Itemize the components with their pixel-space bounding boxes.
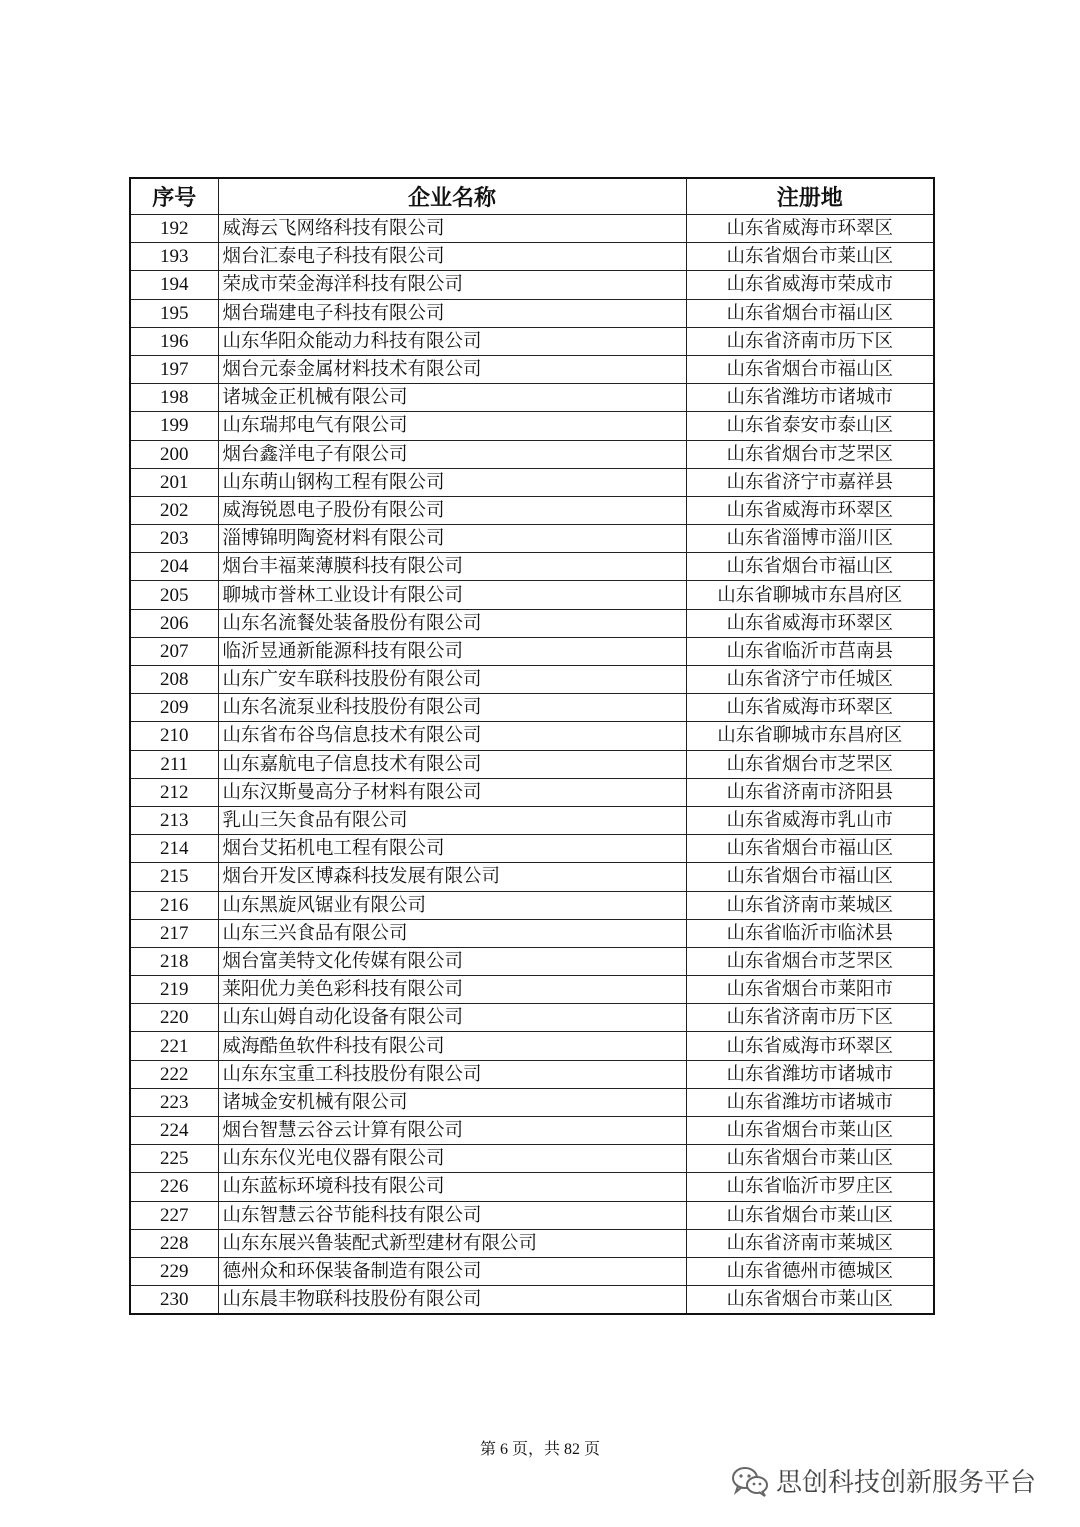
table-row xyxy=(130,806,934,834)
table-row xyxy=(130,694,934,722)
enterprise-name-cell: 烟台瑞建电子科技有限公司 xyxy=(218,299,686,327)
serial-number-cell: 210 xyxy=(130,722,218,750)
table-row xyxy=(130,581,934,609)
registration-place-cell: 山东省烟台市芝罘区 xyxy=(686,440,934,468)
registration-place-cell: 山东省威海市乳山市 xyxy=(686,806,934,834)
table-row xyxy=(130,1060,934,1088)
enterprise-name-cell: 山东三兴食品有限公司 xyxy=(218,919,686,947)
registration-place-cell: 山东省烟台市福山区 xyxy=(686,835,934,863)
wechat-icon xyxy=(730,1465,770,1497)
enterprise-name-cell: 山东瑞邦电气有限公司 xyxy=(218,412,686,440)
table-row xyxy=(130,1201,934,1229)
serial-number-cell: 222 xyxy=(130,1060,218,1088)
registration-place-cell: 山东省烟台市莱山区 xyxy=(686,243,934,271)
serial-number-cell: 227 xyxy=(130,1201,218,1229)
serial-number-cell: 207 xyxy=(130,637,218,665)
table-row xyxy=(130,1257,934,1285)
registration-place-cell: 山东省泰安市泰山区 xyxy=(686,412,934,440)
registration-place-cell: 山东省济南市莱城区 xyxy=(686,1229,934,1257)
serial-number-cell: 199 xyxy=(130,412,218,440)
serial-number-cell: 208 xyxy=(130,666,218,694)
serial-number-cell: 201 xyxy=(130,468,218,496)
serial-number-cell: 215 xyxy=(130,863,218,891)
table-row xyxy=(130,976,934,1004)
table-row xyxy=(130,412,934,440)
table-row xyxy=(130,609,934,637)
enterprise-name-cell: 山东省布谷鸟信息技术有限公司 xyxy=(218,722,686,750)
table-row xyxy=(130,722,934,750)
table-row xyxy=(130,919,934,947)
registration-place-cell: 山东省烟台市芝罘区 xyxy=(686,750,934,778)
table-row xyxy=(130,666,934,694)
enterprise-name-cell: 威海酷鱼软件科技有限公司 xyxy=(218,1032,686,1060)
serial-number-cell: 204 xyxy=(130,553,218,581)
serial-number-cell: 218 xyxy=(130,947,218,975)
table-row xyxy=(130,299,934,327)
serial-number-cell: 209 xyxy=(130,694,218,722)
serial-number-cell: 228 xyxy=(130,1229,218,1257)
table-row xyxy=(130,271,934,299)
table-row xyxy=(130,778,934,806)
serial-number-cell: 198 xyxy=(130,384,218,412)
watermark-text: 思创科技创新服务平台 xyxy=(776,1468,1037,1498)
serial-number-cell: 219 xyxy=(130,976,218,1004)
registration-place-cell: 山东省威海市环翠区 xyxy=(686,1032,934,1060)
table-row xyxy=(130,553,934,581)
registration-place-cell: 山东省潍坊市诸城市 xyxy=(686,1088,934,1116)
registration-place-cell: 山东省烟台市福山区 xyxy=(686,863,934,891)
serial-number-cell: 212 xyxy=(130,778,218,806)
enterprise-name-cell: 乳山三矢食品有限公司 xyxy=(218,806,686,834)
registration-place-cell: 山东省威海市环翠区 xyxy=(686,496,934,524)
registration-place-cell: 山东省济宁市任城区 xyxy=(686,666,934,694)
registration-place-cell: 山东省淄博市淄川区 xyxy=(686,525,934,553)
enterprise-name-cell: 烟台丰福莱薄膜科技有限公司 xyxy=(218,553,686,581)
table-row xyxy=(130,947,934,975)
registration-place-cell: 山东省济南市莱城区 xyxy=(686,891,934,919)
table-row xyxy=(130,1173,934,1201)
serial-number-cell: 217 xyxy=(130,919,218,947)
registration-place-cell: 山东省威海市环翠区 xyxy=(686,215,934,243)
registration-place-cell: 山东省临沂市莒南县 xyxy=(686,637,934,665)
serial-number-cell: 229 xyxy=(130,1257,218,1285)
watermark xyxy=(730,1462,1036,1499)
serial-number-cell: 195 xyxy=(130,299,218,327)
serial-number-cell: 221 xyxy=(130,1032,218,1060)
enterprise-name-cell: 威海锐恩电子股份有限公司 xyxy=(218,496,686,524)
table-row xyxy=(130,215,934,243)
enterprise-name-cell: 烟台元泰金属材料技术有限公司 xyxy=(218,355,686,383)
registration-place-cell: 山东省潍坊市诸城市 xyxy=(686,384,934,412)
registration-place-cell: 山东省烟台市福山区 xyxy=(686,299,934,327)
table-row xyxy=(130,1145,934,1173)
serial-number-cell: 203 xyxy=(130,525,218,553)
enterprise-name-cell: 德州众和环保装备制造有限公司 xyxy=(218,1257,686,1285)
table-row xyxy=(130,1286,934,1315)
enterprise-name-cell: 山东黑旋风锯业有限公司 xyxy=(218,891,686,919)
serial-number-cell: 216 xyxy=(130,891,218,919)
registration-place-cell: 山东省德州市德城区 xyxy=(686,1257,934,1285)
registration-place-cell: 山东省济南市历下区 xyxy=(686,327,934,355)
enterprise-name-cell: 烟台鑫洋电子有限公司 xyxy=(218,440,686,468)
serial-number-cell: 196 xyxy=(130,327,218,355)
enterprise-name-cell: 山东汉斯曼高分子材料有限公司 xyxy=(218,778,686,806)
serial-number-cell: 193 xyxy=(130,243,218,271)
registration-place-cell: 山东省聊城市东昌府区 xyxy=(686,581,934,609)
serial-number-cell: 223 xyxy=(130,1088,218,1116)
header-enterprise-name: 企业名称 xyxy=(218,178,686,215)
serial-number-cell: 194 xyxy=(130,271,218,299)
enterprise-name-cell: 淄博锦明陶瓷材料有限公司 xyxy=(218,525,686,553)
enterprise-name-cell: 诸城金安机械有限公司 xyxy=(218,1088,686,1116)
table-row xyxy=(130,1117,934,1145)
registration-place-cell: 山东省威海市荣成市 xyxy=(686,271,934,299)
serial-number-cell: 226 xyxy=(130,1173,218,1201)
table-row xyxy=(130,891,934,919)
registration-place-cell: 山东省济宁市嘉祥县 xyxy=(686,468,934,496)
table-row xyxy=(130,1088,934,1116)
table-row xyxy=(130,1229,934,1257)
enterprise-name-cell: 山东蓝标环境科技有限公司 xyxy=(218,1173,686,1201)
registration-place-cell: 山东省临沂市临沭县 xyxy=(686,919,934,947)
enterprise-name-cell: 山东东展兴鲁装配式新型建材有限公司 xyxy=(218,1229,686,1257)
enterprise-name-cell: 烟台艾拓机电工程有限公司 xyxy=(218,835,686,863)
serial-number-cell: 225 xyxy=(130,1145,218,1173)
table-row xyxy=(130,835,934,863)
registration-place-cell: 山东省烟台市莱山区 xyxy=(686,1286,934,1315)
registration-place-cell: 山东省威海市环翠区 xyxy=(686,694,934,722)
enterprise-name-cell: 山东名流泵业科技股份有限公司 xyxy=(218,694,686,722)
enterprise-name-cell: 聊城市誉林工业设计有限公司 xyxy=(218,581,686,609)
serial-number-cell: 202 xyxy=(130,496,218,524)
table-row xyxy=(130,355,934,383)
enterprise-name-cell: 山东名流餐处装备股份有限公司 xyxy=(218,609,686,637)
registration-place-cell: 山东省济南市济阳县 xyxy=(686,778,934,806)
table-row xyxy=(130,1032,934,1060)
registration-place-cell: 山东省临沂市罗庄区 xyxy=(686,1173,934,1201)
registration-place-cell: 山东省威海市环翠区 xyxy=(686,609,934,637)
header-serial-number: 序号 xyxy=(130,178,218,215)
serial-number-cell: 197 xyxy=(130,355,218,383)
serial-number-cell: 214 xyxy=(130,835,218,863)
enterprise-name-cell: 山东广安车联科技股份有限公司 xyxy=(218,666,686,694)
serial-number-cell: 211 xyxy=(130,750,218,778)
enterprise-name-cell: 烟台富美特文化传媒有限公司 xyxy=(218,947,686,975)
enterprise-name-cell: 山东嘉航电子信息技术有限公司 xyxy=(218,750,686,778)
enterprise-name-cell: 山东晨丰物联科技股份有限公司 xyxy=(218,1286,686,1315)
enterprise-name-cell: 荣成市荣金海洋科技有限公司 xyxy=(218,271,686,299)
registration-place-cell: 山东省烟台市福山区 xyxy=(686,355,934,383)
table-row xyxy=(130,384,934,412)
registration-place-cell: 山东省烟台市福山区 xyxy=(686,553,934,581)
registration-place-cell: 山东省烟台市莱山区 xyxy=(686,1201,934,1229)
table-row xyxy=(130,525,934,553)
registration-place-cell: 山东省潍坊市诸城市 xyxy=(686,1060,934,1088)
table-row xyxy=(130,637,934,665)
serial-number-cell: 200 xyxy=(130,440,218,468)
enterprise-name-cell: 烟台开发区博森科技发展有限公司 xyxy=(218,863,686,891)
enterprise-name-cell: 威海云飞网络科技有限公司 xyxy=(218,215,686,243)
enterprise-name-cell: 临沂昱通新能源科技有限公司 xyxy=(218,637,686,665)
table-header-row xyxy=(130,178,934,215)
enterprise-name-cell: 山东东宝重工科技股份有限公司 xyxy=(218,1060,686,1088)
table-row xyxy=(130,750,934,778)
table-row xyxy=(130,327,934,355)
enterprise-name-cell: 烟台汇泰电子科技有限公司 xyxy=(218,243,686,271)
table-row xyxy=(130,468,934,496)
table-row xyxy=(130,496,934,524)
enterprise-name-cell: 莱阳优力美色彩科技有限公司 xyxy=(218,976,686,1004)
enterprise-name-cell: 山东东仪光电仪器有限公司 xyxy=(218,1145,686,1173)
page-number: 第 6 页，共 82 页 xyxy=(479,1441,600,1458)
enterprise-name-cell: 烟台智慧云谷云计算有限公司 xyxy=(218,1117,686,1145)
table-row xyxy=(130,863,934,891)
enterprise-name-cell: 诸城金正机械有限公司 xyxy=(218,384,686,412)
enterprise-name-cell: 山东华阳众能动力科技有限公司 xyxy=(218,327,686,355)
registration-place-cell: 山东省聊城市东昌府区 xyxy=(686,722,934,750)
enterprise-name-cell: 山东智慧云谷节能科技有限公司 xyxy=(218,1201,686,1229)
serial-number-cell: 206 xyxy=(130,609,218,637)
table-row xyxy=(130,243,934,271)
serial-number-cell: 230 xyxy=(130,1286,218,1315)
enterprise-table xyxy=(129,177,935,1315)
enterprise-name-cell: 山东萌山钢构工程有限公司 xyxy=(218,468,686,496)
table-body xyxy=(130,215,934,1315)
serial-number-cell: 205 xyxy=(130,581,218,609)
registration-place-cell: 山东省烟台市莱山区 xyxy=(686,1117,934,1145)
registration-place-cell: 山东省烟台市莱山区 xyxy=(686,1145,934,1173)
table-row xyxy=(130,440,934,468)
header-registration-place: 注册地 xyxy=(686,178,934,215)
registration-place-cell: 山东省烟台市莱阳市 xyxy=(686,976,934,1004)
serial-number-cell: 213 xyxy=(130,806,218,834)
registration-place-cell: 山东省济南市历下区 xyxy=(686,1004,934,1032)
enterprise-name-cell: 山东山姆自动化设备有限公司 xyxy=(218,1004,686,1032)
serial-number-cell: 220 xyxy=(130,1004,218,1032)
registration-place-cell: 山东省烟台市芝罘区 xyxy=(686,947,934,975)
table-row xyxy=(130,1004,934,1032)
serial-number-cell: 192 xyxy=(130,215,218,243)
serial-number-cell: 224 xyxy=(130,1117,218,1145)
